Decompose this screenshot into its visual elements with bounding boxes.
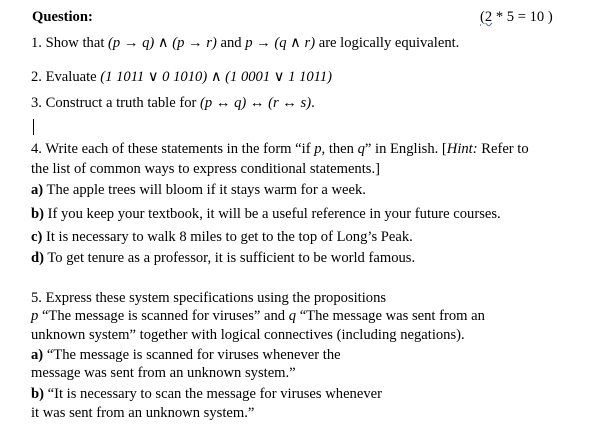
q3-text-b: . [311,95,315,111]
q4-text-c: ” in English. [ [364,141,447,157]
q1-text-c: are logically equivalent. [315,35,460,51]
question-5-item-b-cont: it was sent from an unknown system.” [31,405,255,421]
question-5-item-b [31,385,382,403]
q5-text-a: “The message is scanned for viruses” and [38,308,289,324]
q4-hint: Hint: [446,141,478,157]
q4-item-text: If you keep your textbook, it will be a useful reference in your future courses. [43,206,501,222]
q4-item-label: d) [31,250,44,266]
question-heading: Question: [32,9,93,25]
q2-expr: (1 1011 ∨ 0 1010) ∧ (1 0001 ∨ 1 1011) [100,69,333,85]
q4-item-label: b) [31,206,44,222]
q5-item-text: “The message is scanned for viruses whenever the [43,347,341,363]
question-4-line-1 [31,140,529,158]
q4-item-label: a) [31,182,44,198]
q1-expr1: (p → q) ∧ (p → r) [108,35,217,51]
question-4-item [31,181,366,199]
question-3 [31,94,315,112]
question-5-item-a-cont: message was sent from an unknown system.” [31,365,296,381]
q4-text-a: 4. Write each of these statements in the form “if [31,141,315,157]
text-cursor [33,119,34,135]
q5-var-q: q [288,308,297,324]
q4-text-b: , then [321,141,358,157]
question-5-item-a [31,346,341,364]
q5-var-p: p [31,308,39,324]
question-5-line-2 [31,307,485,325]
question-2 [31,68,332,86]
score-rest: * 5 = 10 ) [492,9,553,25]
question-4-line-2: the list of common ways to express conditional statements.] [31,161,380,177]
q5-item-text: “It is necessary to scan the message for viruses whenever [43,386,382,402]
question-1 [31,34,459,52]
q4-text-d: Refer to [477,141,529,157]
q1-text-b: and [216,35,246,51]
q3-text-a: 3. Construct a truth table for [31,95,201,111]
question-5-line-1: 5. Express these system specifications using the propositions [31,290,387,306]
question-4-item [31,205,501,223]
q5-item-label: a) [31,347,44,363]
q4-var-q: q [357,141,365,157]
question-5-line-3: unknown system” together with logical connectives (including negations). [31,327,465,343]
score-label [480,8,553,26]
q4-item-label: c) [31,229,43,245]
q4-item-text: It is necessary to walk 8 miles to get to the top of Long’s Peak. [42,229,413,245]
q1-text-a: 1. Show that [31,35,109,51]
q4-var-p: p [314,141,322,157]
q4-item-text: The apple trees will bloom if it stays warm for a week. [43,182,366,198]
q1-expr2: p → (q ∧ r) [245,35,316,51]
q3-expr: (p ↔ q) ↔ (r ↔ s) [200,95,312,111]
q5-text-b: “The message was sent from an [296,308,485,324]
q5-item-label: b) [31,386,44,402]
q2-text-a: 2. Evaluate [31,69,101,85]
q4-item-text: To get tenure as a professor, it is sufficient to be world famous. [43,250,416,266]
question-4-item [31,249,415,267]
score-prefix: (2 [480,9,493,25]
question-4-item [31,228,413,246]
